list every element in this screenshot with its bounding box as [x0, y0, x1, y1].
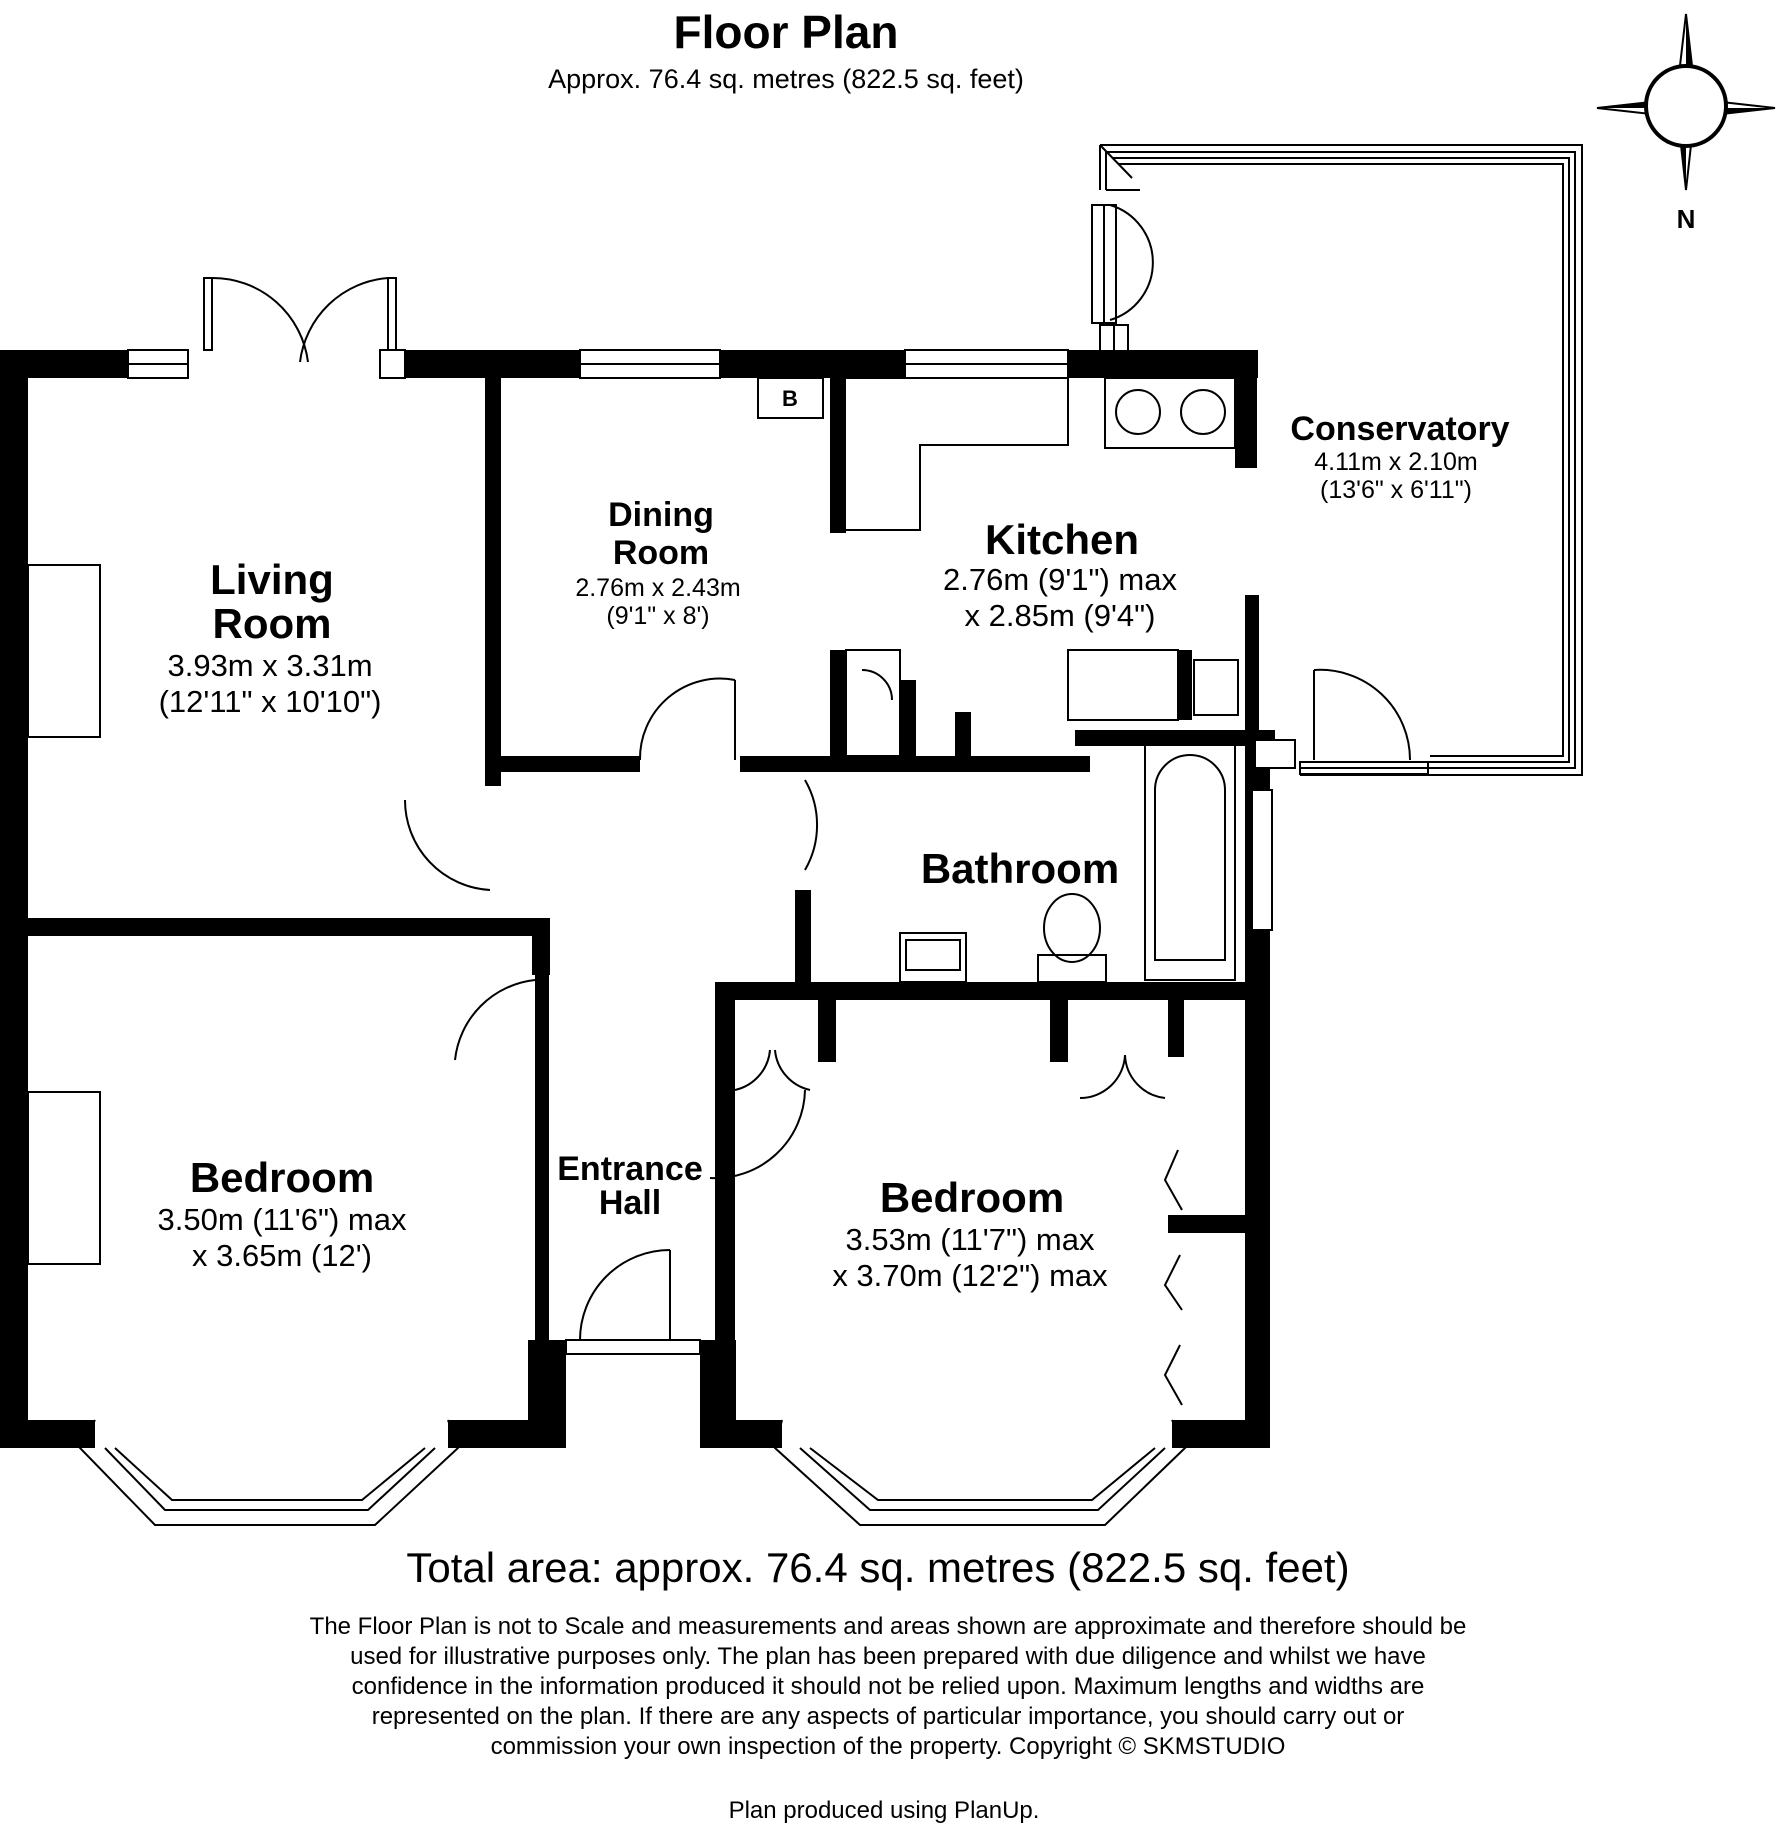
bedroom-right-label [832, 1174, 1108, 1293]
living-room-window [128, 350, 405, 378]
svg-text:used for illustrative purposes: used for illustrative purposes only. The plan has been prepared with due diligence and whilst we have [350, 1643, 1426, 1670]
svg-text:x 3.65m (12'): x 3.65m (12') [192, 1238, 372, 1273]
bedroom-left-label [158, 1154, 407, 1273]
conservatory-label [1290, 410, 1509, 504]
boiler-label: B [782, 386, 798, 411]
bay-window-right [775, 1420, 1185, 1525]
plan-title: Floor Plan [673, 6, 899, 58]
svg-text:3.93m x 3.31m: 3.93m x 3.31m [167, 648, 373, 683]
svg-text:Conservatory: Conservatory [1290, 410, 1510, 448]
svg-text:Kitchen: Kitchen [984, 516, 1140, 563]
svg-text:Room: Room [612, 534, 710, 572]
svg-text:Hall: Hall [598, 1184, 662, 1222]
svg-text:4.11m x 2.10m: 4.11m x 2.10m [1314, 448, 1478, 476]
svg-text:3.50m (11'6") max: 3.50m (11'6") max [157, 1202, 407, 1237]
svg-text:Bedroom: Bedroom [879, 1174, 1065, 1221]
compass-north-label: N [1676, 204, 1696, 234]
svg-text:(9'1" x 8'): (9'1" x 8') [606, 602, 710, 630]
bathroom-window [1252, 790, 1272, 930]
svg-text:x 3.70m (12'2") max: x 3.70m (12'2") max [832, 1258, 1108, 1293]
bathtub-icon [1145, 735, 1235, 980]
svg-text:Dining: Dining [608, 496, 714, 534]
basin-icon [900, 933, 966, 982]
bedroom-fireplace [28, 1092, 100, 1264]
svg-text:(13'6" x 6'11"): (13'6" x 6'11") [1320, 476, 1472, 504]
total-area: Total area: approx. 76.4 sq. metres (822.5 sq. feet) [406, 1544, 1350, 1591]
svg-text:Living: Living [210, 556, 334, 603]
svg-text:Bedroom: Bedroom [189, 1154, 375, 1201]
entrance-hall-label [557, 1150, 703, 1222]
plan-subtitle: Approx. 76.4 sq. metres (822.5 sq. feet) [548, 64, 1024, 94]
bathroom-label [921, 845, 1119, 892]
toilet-icon [1038, 894, 1106, 982]
french-doors-icon [204, 278, 396, 362]
kitchen-sink-icon [1116, 390, 1225, 434]
kitchen-window [905, 350, 1068, 378]
svg-text:(12'11" x 10'10"): (12'11" x 10'10") [158, 684, 382, 719]
dining-window [580, 350, 720, 378]
kitchen-label [943, 516, 1177, 633]
svg-text:The Floor Plan is not to Scale: The Floor Plan is not to Scale and measurements and areas shown are approximate and therefore should be [309, 1613, 1467, 1640]
svg-text:commission your own inspection: commission your own inspection of the property. Copyright © SKMSTUDIO [490, 1733, 1286, 1760]
dining-room-label [575, 496, 740, 630]
svg-text:3.53m (11'7") max: 3.53m (11'7") max [845, 1222, 1095, 1257]
bay-window-left [80, 1420, 458, 1525]
hall-cupboard [846, 650, 900, 756]
svg-text:x 2.85m (9'4"): x 2.85m (9'4") [964, 598, 1156, 633]
svg-text:Entrance: Entrance [557, 1150, 703, 1188]
living-room-label [159, 556, 382, 719]
north-compass-icon [1597, 14, 1775, 234]
svg-text:2.76m (9'1") max: 2.76m (9'1") max [943, 562, 1177, 597]
living-fireplace [28, 565, 100, 737]
svg-text:confidence in the information: confidence in the information produced it should not be relied upon. Maximum lengths and widths are [351, 1673, 1425, 1700]
svg-text:Room: Room [212, 600, 332, 647]
svg-text:Bathroom: Bathroom [920, 845, 1120, 892]
boiler-icon [758, 378, 823, 418]
svg-text:2.76m x 2.43m: 2.76m x 2.43m [575, 574, 741, 602]
produced-by: Plan produced using PlanUp. [728, 1797, 1040, 1824]
disclaimer [310, 1613, 1467, 1760]
svg-text:represented on the plan. If th: represented on the plan. If there are any aspects of particular importance, you should carry out or [371, 1703, 1405, 1730]
